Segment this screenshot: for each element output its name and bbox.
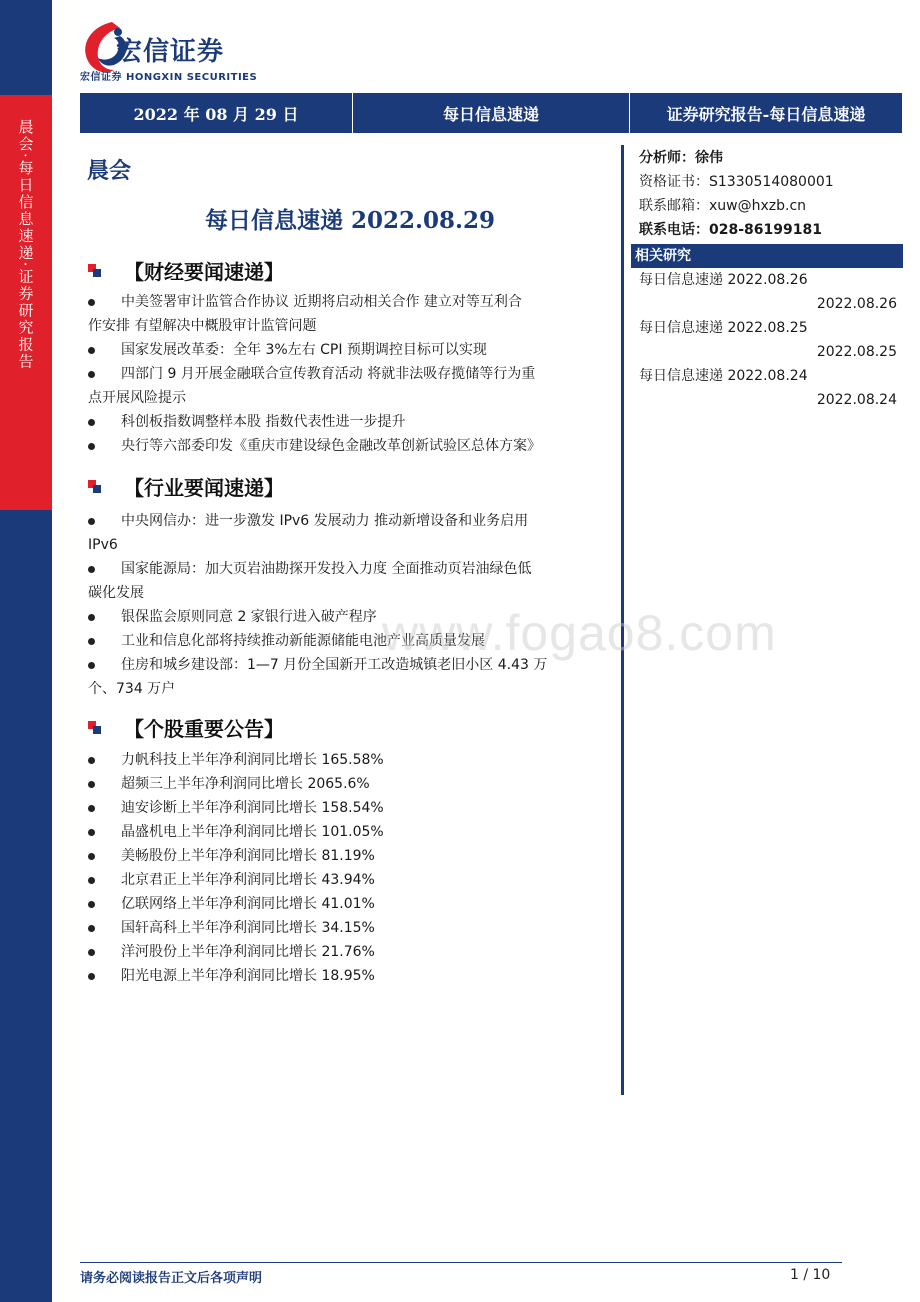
- list-item: 晶盛机电上半年净利润同比增长 101.05%: [88, 820, 384, 844]
- stock-announcement-list: [88, 748, 384, 988]
- list-item: 住房和城乡建设部：1—7 月份全国新开工改造城镇老旧小区 4.43 万 个、734 万户: [88, 657, 548, 697]
- section-tag: 晨会: [87, 158, 132, 184]
- header-column: 每日信息速递: [353, 93, 630, 133]
- brand-sub-cn: 宏信证券: [80, 72, 122, 83]
- list-item: 力帆科技上半年净利润同比增长 165.58%: [88, 748, 384, 772]
- watermark: www.fogao8.com: [382, 605, 777, 661]
- brand-subtitle: [80, 68, 257, 83]
- list-item: 银保监会原则同意 2 家银行进入破产程序: [88, 605, 600, 629]
- related-research-link[interactable]: 每日信息速递 2022.08.24: [639, 368, 808, 384]
- footer-disclaimer: 请务必阅读报告正文后各项声明: [80, 1271, 263, 1286]
- analyst-certificate: 资格证书：S1330514080001: [639, 174, 834, 190]
- header-category: 证券研究报告-每日信息速递: [666, 104, 866, 124]
- list-item: 中央网信办：进一步激发 IPv6 发展动力 推动新增设备和业务启用 IPv6: [88, 513, 529, 553]
- bullet-icon: [88, 805, 95, 812]
- related-research-date: 2022.08.25: [816, 344, 897, 360]
- related-research-link[interactable]: 每日信息速递 2022.08.25: [639, 320, 808, 336]
- section-marker-icon: [88, 721, 102, 735]
- bullet-icon: [88, 877, 95, 884]
- side-tag-text: 晨会·每日信息速递·证券研究报告: [16, 119, 35, 371]
- list-item: 四部门 9 月开展金融联合宣传教育活动 将就非法吸存揽储等行为重 点开展风险提示: [88, 366, 536, 406]
- list-item: 北京君正上半年净利润同比增长 43.94%: [88, 868, 384, 892]
- list-item: 国家发展改革委：全年 3%左右 CPI 预期调控目标可以实现: [88, 338, 600, 362]
- footer-divider: [80, 1262, 842, 1263]
- bullet-icon: [88, 518, 95, 525]
- list-item: 迪安诊断上半年净利润同比增长 158.54%: [88, 796, 384, 820]
- list-item: 国家能源局：加大页岩油勘探开发投入力度 全面推动页岩油绿色低 碳化发展: [88, 561, 532, 601]
- header-date: 2022 年 08 月 29 日: [80, 93, 353, 133]
- section-marker-icon: [88, 480, 102, 494]
- related-research-date: 2022.08.26: [816, 296, 897, 312]
- bullet-icon: [88, 853, 95, 860]
- brand-name: 宏信证券: [116, 37, 225, 67]
- analyst-name: 分析师：徐伟: [639, 150, 723, 166]
- related-research-heading: 相关研究: [631, 244, 903, 268]
- bullet-icon: [88, 829, 95, 836]
- bullet-icon: [88, 638, 95, 645]
- list-item: 科创板指数调整样本股 指数代表性进一步提升: [88, 410, 600, 434]
- list-item: 中美签署审计监管合作协议 近期将启动相关合作 建立对等互利合 作安排 有望解决中概股审计监管问题: [88, 294, 522, 334]
- list-item: 国轩高科上半年净利润同比增长 34.15%: [88, 916, 384, 940]
- industry-heading: 【行业要闻速递】: [88, 472, 284, 501]
- bullet-icon: [88, 973, 95, 980]
- finance-news-list: [88, 290, 600, 458]
- list-item: 超频三上半年净利润同比增长 2065.6%: [88, 772, 384, 796]
- bullet-icon: [88, 419, 95, 426]
- bullet-icon: [88, 371, 95, 378]
- header-bar: [80, 93, 902, 133]
- bullet-icon: [88, 443, 95, 450]
- finance-heading: 【财经要闻速递】: [88, 256, 284, 285]
- list-item: 洋河股份上半年净利润同比增长 21.76%: [88, 940, 384, 964]
- bullet-icon: [88, 566, 95, 573]
- related-research-date: 2022.08.24: [816, 392, 897, 408]
- bullet-icon: [88, 757, 95, 764]
- related-research-link[interactable]: 每日信息速递 2022.08.26: [639, 272, 808, 288]
- stocks-heading: 【个股重要公告】: [88, 713, 284, 742]
- analyst-panel: [635, 146, 903, 412]
- side-tag: [0, 95, 52, 510]
- document-title: 每日信息速递 2022.08.29: [204, 207, 496, 234]
- list-item: 亿联网络上半年净利润同比增长 41.01%: [88, 892, 384, 916]
- analyst-phone: 联系电话：028-86199181: [639, 222, 822, 238]
- section-marker-icon: [88, 264, 102, 278]
- list-item: 阳光电源上半年净利润同比增长 18.95%: [88, 964, 384, 988]
- bullet-icon: [88, 299, 95, 306]
- list-item: 工业和信息化部将持续推动新能源储能电池产业高质量发展: [88, 629, 600, 653]
- bullet-icon: [88, 347, 95, 354]
- bullet-icon: [88, 949, 95, 956]
- page-number: 1 / 10: [790, 1267, 831, 1283]
- bullet-icon: [88, 662, 95, 669]
- list-item: 美畅股份上半年净利润同比增长 81.19%: [88, 844, 384, 868]
- list-item: 央行等六部委印发《重庆市建设绿色金融改革创新试验区总体方案》: [88, 434, 600, 458]
- bullet-icon: [88, 781, 95, 788]
- bullet-icon: [88, 614, 95, 621]
- brand-sub-en: HONGXIN SECURITIES: [125, 72, 258, 83]
- bullet-icon: [88, 901, 95, 908]
- analyst-email[interactable]: 联系邮箱：xuw@hxzb.cn: [639, 198, 807, 214]
- bullet-icon: [88, 925, 95, 932]
